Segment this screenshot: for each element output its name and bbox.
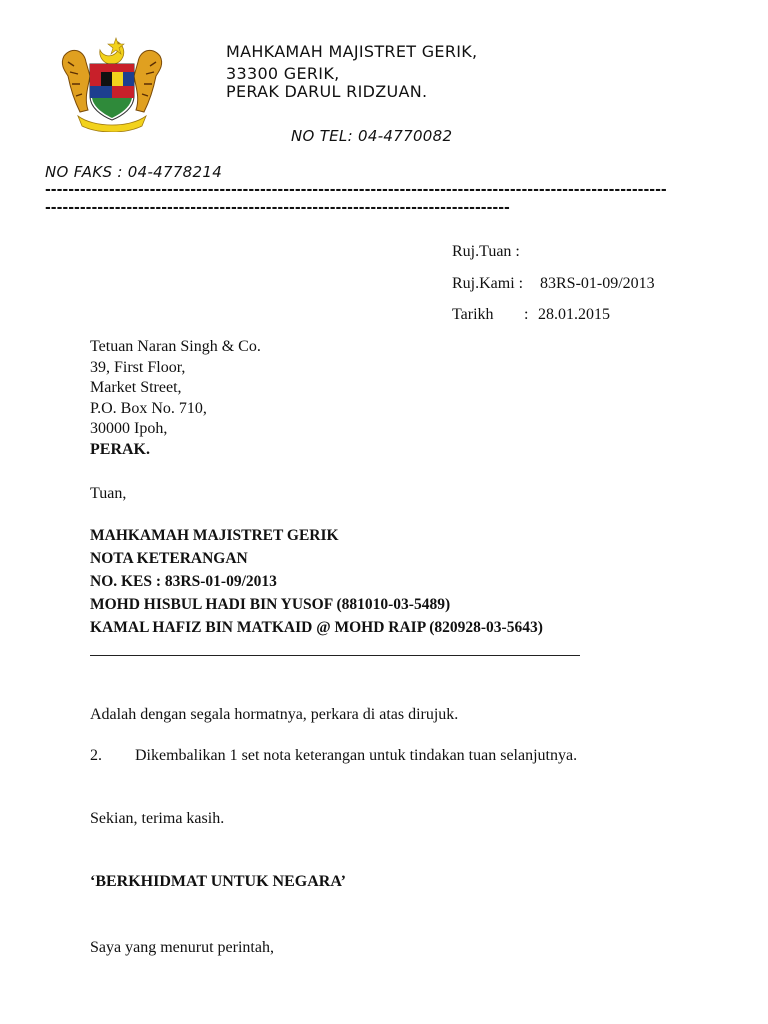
- separator-line-1: -----------------------------------------------------------------------------------------------------------: [45, 182, 667, 198]
- recipient-line: 39, First Floor,: [90, 359, 186, 376]
- coat-of-arms-icon: [58, 36, 166, 132]
- subject-line: MAHKAMAH MAJISTRET GERIK: [90, 527, 339, 544]
- telephone-number: NO TEL: 04-4770082: [291, 127, 453, 145]
- paragraph-2-number: 2.: [90, 747, 102, 764]
- paragraph-2-text: Dikembalikan 1 set nota keterangan untuk tindakan tuan selanjutnya.: [135, 747, 578, 764]
- tarikh-colon: :: [524, 306, 529, 323]
- ruj-kami-value: 83RS-01-09/2013: [540, 275, 655, 292]
- recipient-state: PERAK.: [90, 441, 150, 458]
- subject-line: KAMAL HAFIZ BIN MATKAID @ MOHD RAIP (820928-03-5643): [90, 619, 543, 636]
- subject-line: NO. KES : 83RS-01-09/2013: [90, 573, 277, 590]
- subject-line: MOHD HISBUL HADI BIN YUSOF (881010-03-5489): [90, 596, 451, 613]
- subject-underline: [90, 655, 580, 656]
- sign-off: Saya yang menurut perintah,: [90, 939, 274, 956]
- ruj-tuan-label: Ruj.Tuan :: [452, 243, 520, 260]
- court-state: PERAK DARUL RIDZUAN.: [226, 82, 428, 101]
- salutation: Tuan,: [90, 485, 127, 502]
- tarikh-label: Tarikh: [452, 306, 494, 323]
- closing: Sekian, terima kasih.: [90, 810, 225, 827]
- subject-line: NOTA KETERANGAN: [90, 550, 248, 567]
- court-postcode-city: 33300 GERIK,: [226, 64, 340, 83]
- recipient-line: 30000 Ipoh,: [90, 420, 168, 437]
- tarikh-value: 28.01.2015: [538, 306, 610, 323]
- separator-line-2: --------------------------------------------------------------------------------: [45, 200, 510, 216]
- ruj-kami-label: Ruj.Kami :: [452, 275, 524, 292]
- motto: ‘BERKHIDMAT UNTUK NEGARA’: [90, 873, 347, 890]
- court-name: MAHKAMAH MAJISTRET GERIK,: [226, 42, 478, 61]
- paragraph-1: Adalah dengan segala hormatnya, perkara di atas dirujuk.: [90, 706, 459, 723]
- fax-number: NO FAKS : 04-4778214: [45, 163, 223, 181]
- recipient-line: Market Street,: [90, 379, 182, 396]
- recipient-line: Tetuan Naran Singh & Co.: [90, 338, 261, 355]
- recipient-line: P.O. Box No. 710,: [90, 400, 207, 417]
